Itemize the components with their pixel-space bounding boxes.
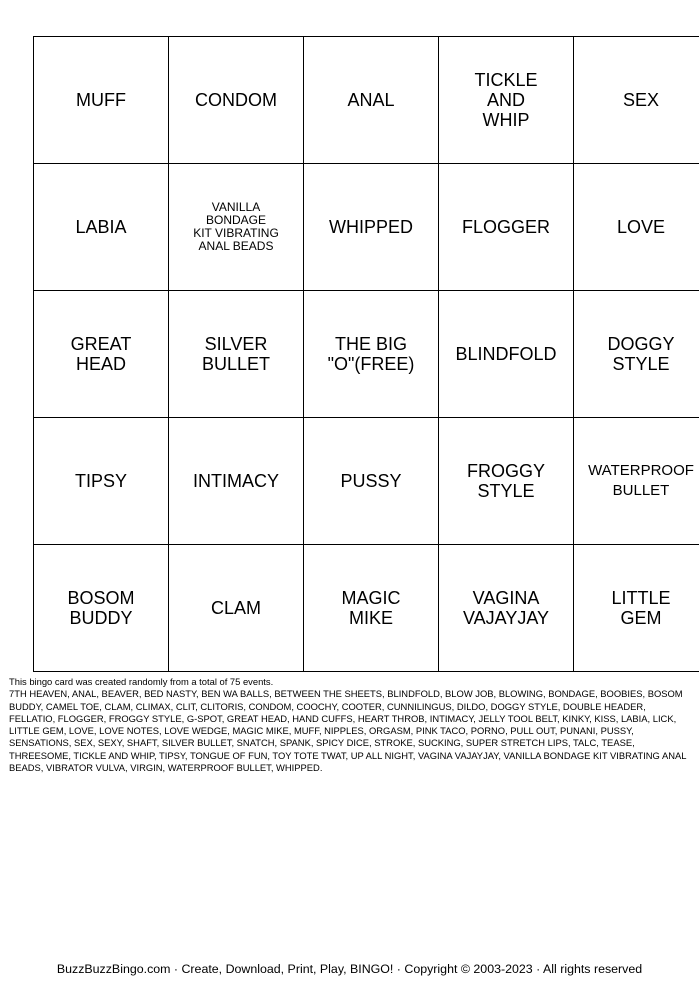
bingo-cell-text: SILVER BULLET (201, 334, 271, 374)
bingo-cell-text: BLINDFOLD (455, 344, 557, 364)
bingo-cell (574, 291, 699, 418)
card-info (9, 676, 691, 774)
bingo-free-cell (304, 291, 439, 418)
bingo-cell-text: FLOGGER (461, 217, 550, 237)
bingo-cell-text: LOVE (616, 217, 666, 237)
bingo-cell (34, 545, 169, 672)
bingo-cell-text: PUSSY (340, 471, 402, 491)
bingo-cell (574, 37, 699, 164)
bingo-cell-text: WATERPROOF BULLET (588, 462, 694, 499)
bingo-cell (304, 418, 439, 545)
bingo-cell-text: VANILLA BONDAGE KIT VIBRATING ANAL BEADS (193, 200, 279, 253)
bingo-cell-text: ANAL (347, 90, 395, 110)
bingo-cell (34, 291, 169, 418)
bingo-cell (439, 164, 574, 291)
bingo-cell-text: WHIPPED (328, 217, 413, 237)
bingo-cell-text: LITTLE GEM (611, 588, 671, 628)
bingo-cell (304, 545, 439, 672)
card-events-list: 7TH HEAVEN, ANAL, BEAVER, BED NASTY, BEN WA BALLS, BETWEEN THE SHEETS, BLINDFOLD, BLOW JOB, BLOWING, BONDAGE, BOOBIES, BOSOM BUDDY, CAMEL TOE, CLAM, CLIMAX, CLIT, CLITORIS, CONDOM, COOCHY, COOTER, CUNNILINGUS, DILDO, DOGGY STYLE, DOUBLE HEADER, FELLATIO, FLOGGER, FROGGY STYLE, G-SPOT, GREAT HEAD, HAND CUFFS, HEART THROB, INTIMACY, JELLY TOOL BELT, KINKY, KISS, LABIA, LICK, LITTLE GEM, LOVE, LOVE NOTES, LOVE WEDGE, MAGIC MIKE, MUFF, NIPPLES, ORGASM, PINK TACO, PORNO, PULL OUT, PUNANI, PUSSY, SENSATIONS, SEX, SEXY, SHAFT, SILVER BULLET, SNATCH, SPANK, SPICY DICE, STROKE, SUCKING, SUPER STRETCH LIPS, TALC, TEASE, THREESOME, TICKLE AND WHIP, TIPSY, TONGUE OF FUN, TOY TOTE TWAT, UP ALL NIGHT, VAGINA VAJAYJAY, VANILLA BONDAGE KIT VIBRATING ANAL BEADS, VIBRATOR VULVA, VIRGIN, WATERPROOF BULLET, WHIPPED. (9, 688, 687, 774)
bingo-cell (169, 37, 304, 164)
bingo-cell (34, 37, 169, 164)
bingo-cell-text: TIPSY (74, 471, 127, 491)
bingo-cell (574, 545, 699, 672)
bingo-cell (439, 418, 574, 545)
bingo-cell-text: DOGGY STYLE (607, 334, 675, 374)
bingo-cell (304, 37, 439, 164)
bingo-cell (34, 164, 169, 291)
bingo-cell (439, 37, 574, 164)
bingo-cell (439, 545, 574, 672)
bingo-card-grid (33, 36, 699, 672)
bingo-cell (169, 164, 304, 291)
page-footer: BuzzBuzzBingo.com · Create, Download, Print, Play, BINGO! · Copyright © 2003-2023 · All rights reserved (56, 962, 643, 976)
bingo-cell-text: INTIMACY (192, 471, 279, 491)
bingo-cell (169, 418, 304, 545)
bingo-cell-text: FROGGY STYLE (466, 461, 545, 501)
bingo-cell-text: THE BIG "O"(FREE) (327, 334, 415, 374)
bingo-cell-text: LABIA (75, 217, 127, 237)
card-info-intro: This bingo card was created randomly from a total of 75 events. (9, 676, 274, 687)
bingo-cell-text: MAGIC MIKE (341, 588, 401, 628)
bingo-cell (169, 291, 304, 418)
bingo-cell-text: SEX (622, 90, 660, 110)
bingo-cell-text: CONDOM (195, 90, 277, 110)
bingo-cell-text: CLAM (210, 598, 261, 618)
bingo-row (34, 545, 699, 672)
bingo-cell (574, 164, 699, 291)
bingo-cell-text: VAGINA VAJAYJAY (462, 588, 550, 628)
bingo-cell (34, 418, 169, 545)
bingo-cell-text: BOSOM BUDDY (67, 588, 135, 628)
bingo-row (34, 164, 699, 291)
bingo-cell (439, 291, 574, 418)
bingo-cell-text: MUFF (76, 90, 126, 110)
bingo-row (34, 37, 699, 164)
bingo-cell (574, 418, 699, 545)
bingo-cell (304, 164, 439, 291)
bingo-row (34, 291, 699, 418)
bingo-row (34, 418, 699, 545)
bingo-cell-text: TICKLE AND WHIP (474, 70, 538, 130)
bingo-cell (169, 545, 304, 672)
bingo-cell-text: GREAT HEAD (70, 334, 132, 374)
